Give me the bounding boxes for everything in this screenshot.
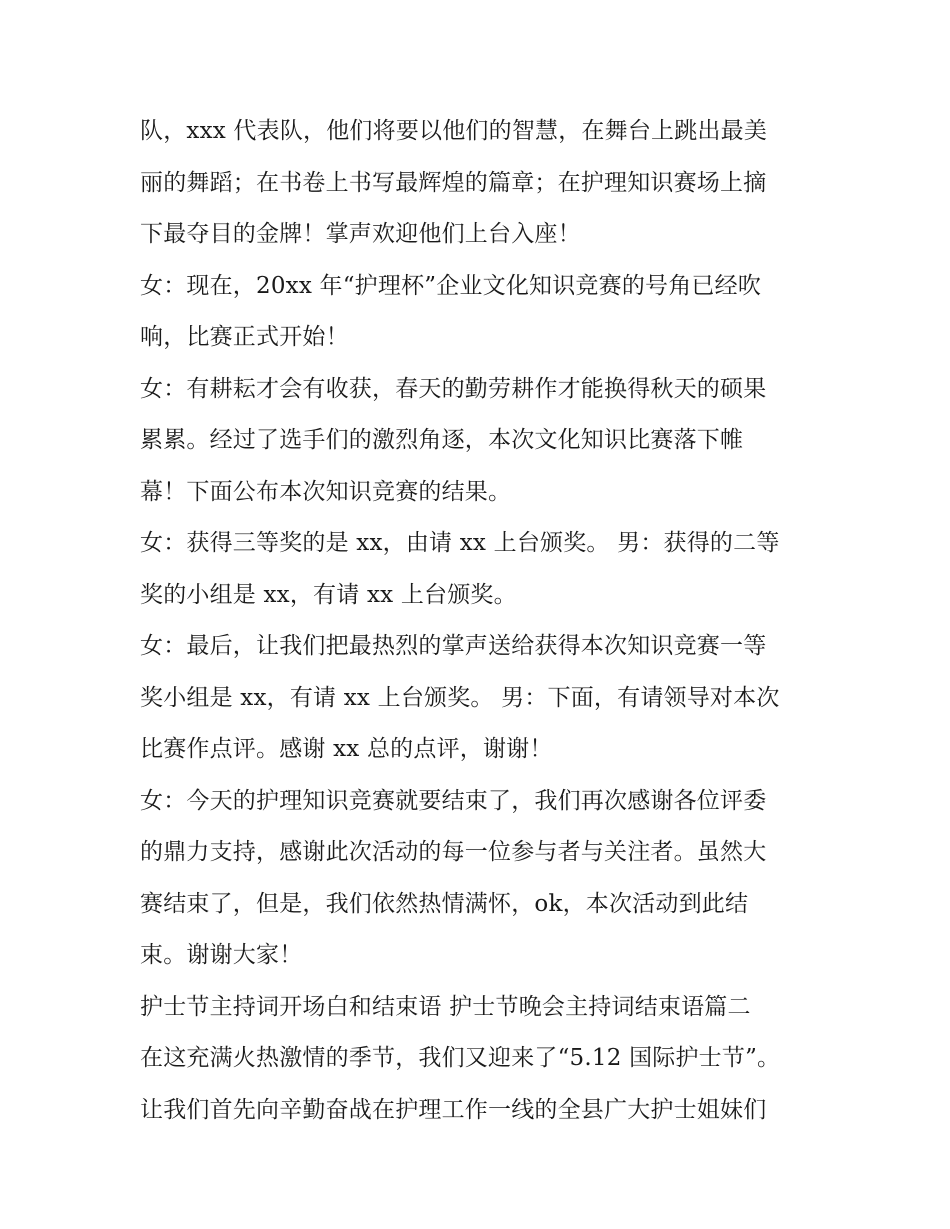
text-line: 的鼎力支持，感谢此次活动的每一位参与者与关注者。虽然大: [140, 839, 767, 865]
text-line: 比赛作点评。感谢 xx 总的点评，谢谢！: [140, 736, 553, 762]
document-body: [140, 106, 820, 1136]
text-line: 奖的小组是 xx，有请 xx 上台颁奖。: [140, 581, 517, 608]
text-line: 女：今天的护理知识竞赛就要结束了，我们再次感谢各位评委: [140, 787, 767, 814]
text-line: 女：获得三等奖的是 xx，由请 xx 上台颁奖。 男：获得的二等: [140, 530, 780, 556]
text-line: 女：有耕耘才会有收获，春天的勤劳耕作才能换得秋天的硕果: [140, 375, 767, 402]
text-line: 幕！下面公布本次知识竞赛的结果。: [140, 478, 512, 505]
text-line: 束。谢谢大家！: [140, 942, 303, 968]
text-line: 丽的舞蹈；在书卷上书写最辉煌的篇章；在护理知识赛场上摘: [140, 169, 767, 196]
text-line: 女：最后，让我们把最热烈的掌声送给获得本次知识竞赛一等: [140, 633, 767, 659]
text-line: 下最夺目的金牌！掌声欢迎他们上台入座！: [140, 221, 581, 247]
section-heading-line: 护士节主持词开场白和结束语 护士节晚会主持词结束语篇二: [140, 993, 751, 1020]
text-line: 队，xxx 代表队，他们将要以他们的智慧，在舞台上跳出最美: [140, 118, 768, 144]
text-line: 让我们首先向辛勤奋战在护理工作一线的全县广大护士姐妹们: [140, 1096, 767, 1123]
text-line: 在这充满火热激情的季节，我们又迎来了“5.12 国际护士节”。: [140, 1045, 781, 1071]
text-line: 女：现在，20xx 年“护理杯”企业文化知识竞赛的号角已经吹: [140, 272, 762, 299]
text-line: 赛结束了，但是，我们依然热情满怀，ok，本次活动到此结: [140, 890, 749, 917]
text-line: 奖小组是 xx，有请 xx 上台颁奖。 男：下面，有请领导对本次: [140, 684, 780, 711]
text-line: 响，比赛正式开始！: [140, 324, 349, 350]
text-line: 累累。经过了选手们的激烈角逐，本次文化知识比赛落下帷: [140, 427, 744, 453]
